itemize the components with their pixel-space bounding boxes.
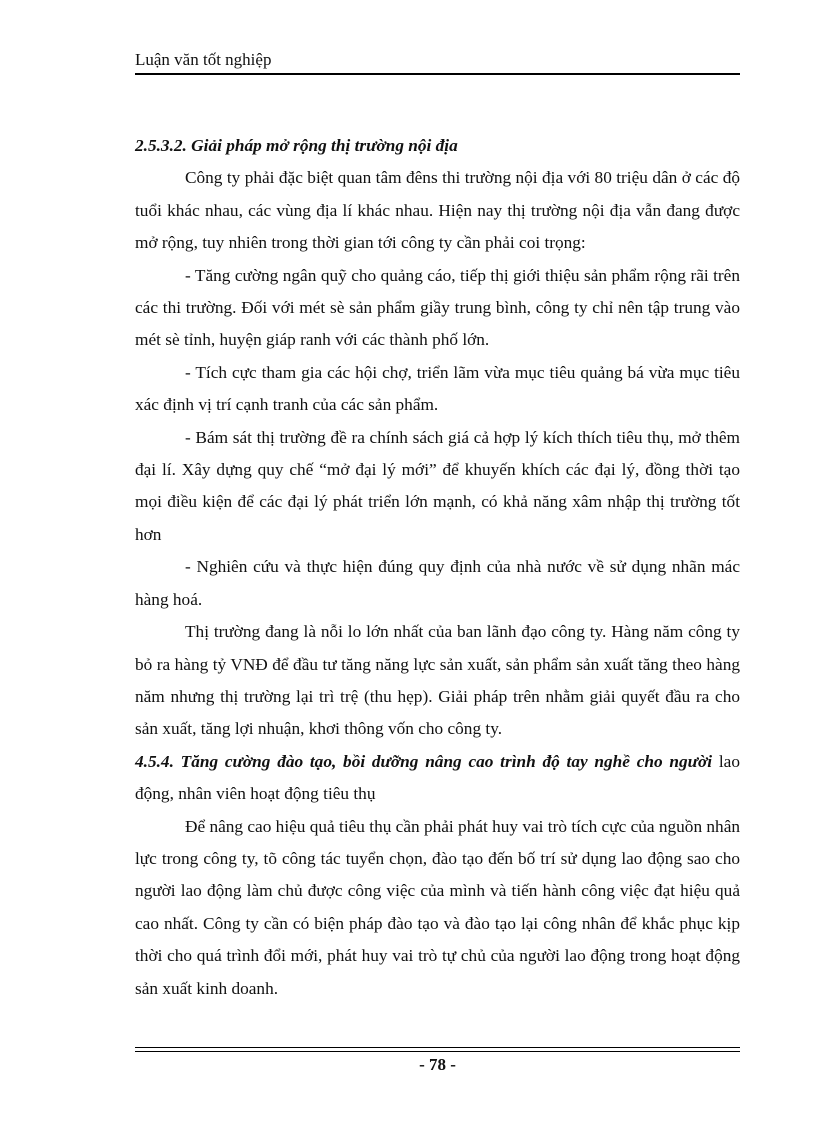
paragraph-advertising: - Tăng cường ngân quỹ cho quảng cáo, tiếp thị giới thiệu sản phẩm rộng rãi trên các thi trường. Đối với mét sè sản phẩm giầy trung bình, công ty chỉ nên tập trung vào mét sè tỉnh, huyện giáp ranh với các thành phố lớn. [135, 265, 740, 350]
footer-rule-top [135, 1047, 740, 1048]
section-heading-rest: lao động, nhân viên hoạt động tiêu thụ [135, 751, 740, 804]
paragraph-regulation: - Nghiên cứu và thực hiện đúng quy định của nhà nước về sử dụng nhãn mác hàng hoá. [135, 557, 740, 609]
paragraph-intro: Công ty phải đặc biệt quan tâm đêns thi trường nội địa với 80 triệu dân ở các độ tuổi khác nhau, các vùng địa lí khác nhau. Hiện nay thị trường nội địa vẫn đang được mở rộng, tuy nhiên trong thời gian tới công ty cần phải coi trọng: [135, 168, 740, 253]
section-heading-bold: 4.5.4. Tăng cường đào tạo, bồi dưỡng nâng cao trình độ tay nghề cho người [135, 751, 713, 771]
header-rule [135, 73, 740, 75]
paragraph-market-concern: Thị trường đang là nỗi lo lớn nhất của ban lãnh đạo công ty. Hàng năm công ty bỏ ra hàng tỷ VNĐ để đầu tư tăng năng lực sản xuất, sản phẩm sản xuất tăng theo hàng năm nhưng thị trường lại trì trệ (thu hẹp). Giải pháp trên nhằm giải quyết đầu ra cho sản xuất, tăng lợi nhuận, khơi thông vốn cho công ty. [135, 622, 740, 739]
section-heading-training [135, 746, 740, 811]
page-number: - 78 - [419, 1055, 456, 1074]
page-content [135, 130, 740, 1005]
paragraph-fairs: - Tích cực tham gia các hội chợ, triển lãm vừa mục tiêu quảng bá vừa mục tiêu xác định vị trí cạnh tranh của các sản phẩm. [135, 362, 740, 415]
running-header: Luận văn tốt nghiệp [135, 50, 272, 69]
paragraph-training: Để nâng cao hiệu quả tiêu thụ cần phải phát huy vai trò tích cực của nguồn nhân lực trong công ty, tõ công tác tuyển chọn, đào tạo đến bố trí sử dụng lao động sao cho người lao động làm chủ được công việc của mình và tiến hành công việc đạt hiệu quả cao nhất. Công ty cần có biện pháp đào tạo và đào tạo lại công nhân để khắc phục kịp thời cho quá trình đổi mới, phát huy vai trò tự chủ của người lao động trong hoạt động sản xuất kinh doanh. [135, 816, 740, 998]
section-heading: 2.5.3.2. Giải pháp mở rộng thị trường nội địa [135, 136, 458, 155]
paragraph-pricing: - Bám sát thị trường đề ra chính sách giá cả hợp lý kích thích tiêu thụ, mở thêm đại lí. Xây dựng quy chế “mở đại lý mới” để khuyến khích các đại lý, đồng thời tạo mọi điều kiện để các đại lý phát triển lớn mạnh, có khả năng xâm nhập thị trường tốt hơn [135, 427, 740, 544]
footer-rule-bottom [135, 1051, 740, 1052]
